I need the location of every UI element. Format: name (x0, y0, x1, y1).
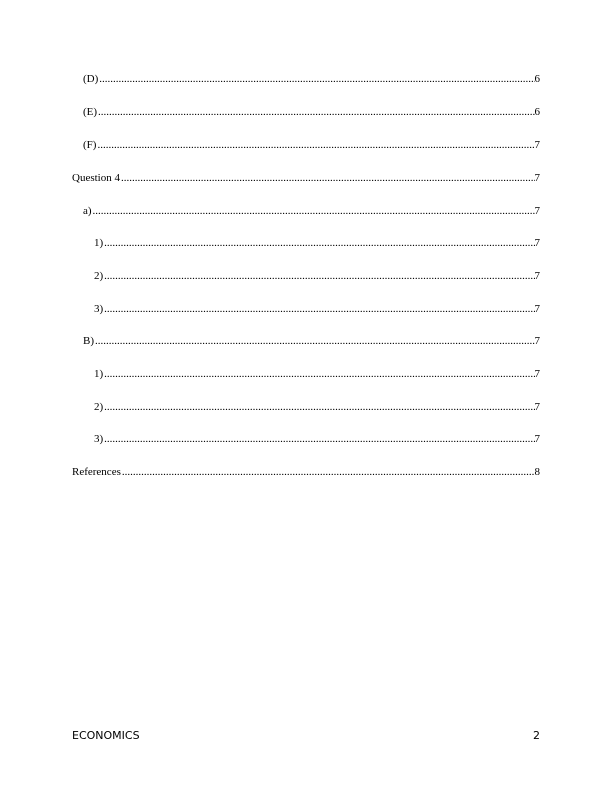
toc-entry-page: 7 (534, 172, 540, 184)
dot-leader (99, 73, 534, 86)
toc-entry-page: 7 (534, 139, 540, 151)
page-number: 2 (533, 729, 540, 742)
toc-entry-page: 7 (534, 205, 540, 217)
toc-entry-page: 7 (534, 303, 540, 315)
dot-leader (93, 205, 535, 218)
toc-entry-label: 1) (94, 368, 104, 380)
toc-entry-label: (E) (83, 106, 98, 118)
toc-entry-label: 3) (94, 303, 104, 315)
toc-entry-label: 3) (94, 433, 104, 445)
toc-entry[interactable] (94, 270, 540, 283)
dot-leader (121, 172, 535, 185)
dot-leader (104, 237, 534, 250)
toc-entry[interactable] (94, 401, 540, 414)
dot-leader (104, 303, 534, 316)
toc-entry[interactable] (72, 466, 540, 479)
toc-entry-page: 6 (534, 73, 540, 85)
dot-leader (98, 106, 534, 119)
toc-entry[interactable] (83, 335, 540, 348)
toc-entry-page: 7 (534, 401, 540, 413)
page-footer (72, 729, 540, 743)
toc-entry-label: (D) (83, 73, 99, 85)
toc-entry[interactable] (83, 205, 540, 218)
toc-entry[interactable] (94, 237, 540, 250)
toc-entry-page: 7 (534, 270, 540, 282)
toc-entry[interactable] (94, 303, 540, 316)
toc-entry-page: 7 (534, 368, 540, 380)
dot-leader (104, 433, 534, 446)
dot-leader (104, 401, 534, 414)
toc-entry-page: 8 (534, 466, 540, 478)
toc-entry-label: 2) (94, 270, 104, 282)
toc-entry[interactable] (94, 433, 540, 446)
toc-entry[interactable] (94, 368, 540, 381)
dot-leader (95, 335, 535, 348)
dot-leader (97, 139, 534, 152)
toc-entry[interactable] (83, 106, 540, 119)
toc-entry-label: (F) (83, 139, 97, 151)
toc-entry[interactable] (83, 139, 540, 152)
toc-entry-label: 2) (94, 401, 104, 413)
toc-entry-label: Question 4 (72, 172, 120, 184)
toc-entry-label: 1) (94, 237, 104, 249)
dot-leader (104, 368, 534, 381)
toc-entry-page: 6 (534, 106, 540, 118)
toc-entry[interactable] (72, 172, 540, 185)
toc-entry-page: 7 (534, 433, 540, 445)
toc-entry-page: 7 (534, 237, 540, 249)
toc-entry-page: 7 (534, 335, 540, 347)
dot-leader (104, 270, 534, 283)
toc-entry-label: References (72, 466, 121, 478)
toc-entry-label: a) (83, 205, 92, 217)
running-head: ECONOMICS (72, 729, 140, 742)
dot-leader (122, 466, 535, 479)
toc-entry[interactable] (83, 73, 540, 86)
toc-entry-label: B) (83, 335, 94, 347)
